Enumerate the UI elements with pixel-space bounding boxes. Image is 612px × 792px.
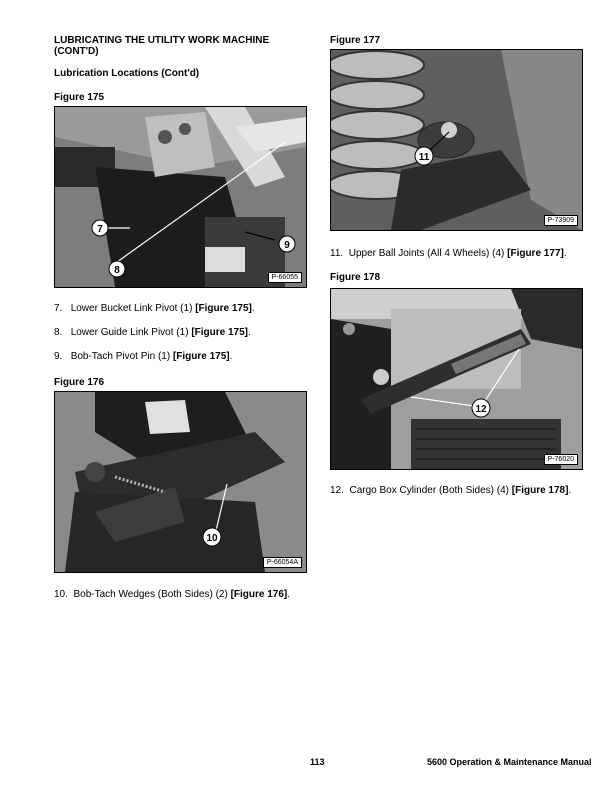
list-item-10: 10. Bob-Tach Wedges (Both Sides) (2) [Figure 176]. — [54, 589, 291, 600]
figure-178-label: Figure 178 — [330, 272, 381, 283]
list-item-7: 7. Lower Bucket Link Pivot (1) [Figure 175]. — [54, 303, 255, 314]
callout-11: 11 — [418, 152, 430, 163]
callout-9: 9 — [284, 240, 290, 251]
photo-code-176: P-66054A — [263, 557, 302, 568]
photo-code-175: P-66055 — [268, 272, 302, 283]
list-item-8: 8. Lower Guide Link Pivot (1) [Figure 175]. — [54, 327, 251, 338]
figure-177-label: Figure 177 — [330, 35, 381, 46]
figure-178-photo — [330, 288, 583, 470]
page-number: 113 — [310, 757, 325, 767]
photo-code-178: P-76020 — [544, 454, 578, 465]
section-subtitle: Lubrication Locations (Cont'd) — [54, 68, 200, 79]
section-title: LUBRICATING THE UTILITY WORK MACHINE (CONT'D) — [54, 35, 270, 57]
callout-8: 8 — [114, 265, 120, 276]
callout-12: 12 — [475, 404, 487, 415]
callout-7: 7 — [97, 224, 103, 235]
list-item-11: 11. Upper Ball Joints (All 4 Wheels) (4) [Figure 177]. — [330, 248, 567, 259]
figure-177-photo — [330, 49, 583, 231]
photo-code-177: P-73909 — [544, 215, 578, 226]
manual-title: 5600 Operation & Maintenance Manual — [427, 757, 592, 767]
figure-175-photo — [54, 106, 307, 288]
figure-175-label: Figure 175 — [54, 92, 105, 103]
list-item-12: 12. Cargo Box Cylinder (Both Sides) (4) [Figure 178]. — [330, 485, 572, 496]
list-item-9: 9. Bob-Tach Pivot Pin (1) [Figure 175]. — [54, 351, 233, 362]
figure-176-photo — [54, 391, 307, 573]
figure-176-label: Figure 176 — [54, 377, 105, 388]
callout-10: 10 — [206, 533, 218, 544]
